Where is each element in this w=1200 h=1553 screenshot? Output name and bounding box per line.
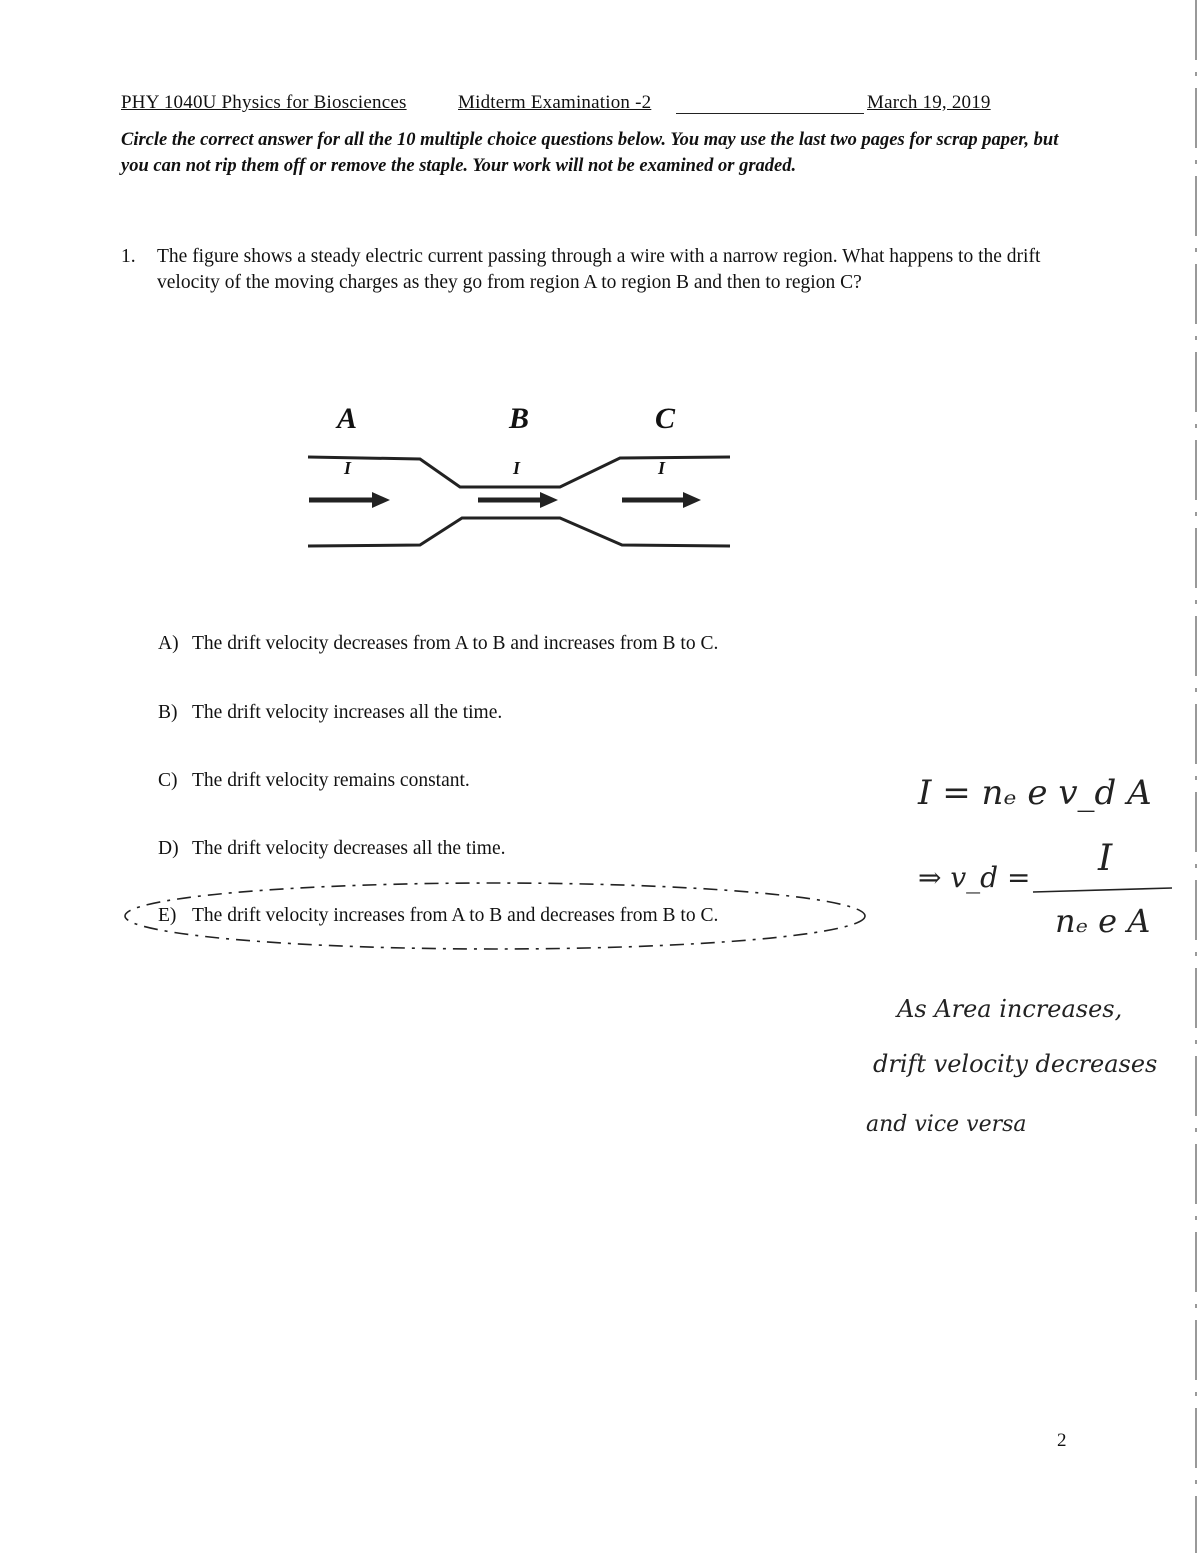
option-letter: B) bbox=[158, 702, 178, 723]
handwritten-remark-line-2: drift velocity decreases bbox=[873, 1050, 1158, 1078]
handwritten-equation-2-denominator: nₑ e A bbox=[1055, 902, 1151, 940]
question-text: The figure shows a steady electric current passing through a wire with a narrow region. What happens to the drift velocity of the moving charges as they go from region A to region B and then to region C? bbox=[157, 246, 1041, 293]
region-label-a: A bbox=[337, 402, 358, 435]
course-title: PHY 1040U Physics for Biosciences bbox=[121, 92, 407, 113]
option-text: The drift velocity increases all the time. bbox=[192, 702, 503, 723]
instructions: Circle the correct answer for all the 10 multiple choice questions below. You may use the last two pages for scrap paper, but you can not rip them off or remove the staple. Your work will not be examined or graded. bbox=[121, 130, 1059, 176]
handwritten-equation-1: I = nₑ e v_d A bbox=[918, 773, 1152, 813]
region-label-c: C bbox=[655, 402, 676, 435]
option-text: The drift velocity decreases from A to B and increases from B to C. bbox=[192, 633, 719, 654]
exam-date: March 19, 2019 bbox=[867, 92, 991, 113]
handwritten-equation-2-lhs: ⇒ v_d = bbox=[918, 861, 1031, 894]
option-text: The drift velocity increases from A to B and decreases from B to C. bbox=[192, 905, 719, 926]
current-label-a: I bbox=[344, 458, 352, 478]
option-text: The drift velocity remains constant. bbox=[192, 770, 470, 791]
region-label-b: B bbox=[509, 402, 530, 435]
handwritten-remark-line-1: As Area increases, bbox=[897, 995, 1123, 1023]
option-letter: C) bbox=[158, 770, 178, 791]
exam-title: Midterm Examination -2 bbox=[458, 92, 652, 113]
option-letter: A) bbox=[158, 633, 179, 654]
option-text: The drift velocity decreases all the time. bbox=[192, 838, 506, 859]
page-number: 2 bbox=[1057, 1430, 1067, 1451]
handwritten-remark-line-3: and vice versa bbox=[866, 1112, 1027, 1137]
question-number: 1. bbox=[121, 246, 136, 267]
current-label-c: I bbox=[658, 458, 666, 478]
option-letter: D) bbox=[158, 838, 179, 859]
current-label-b: I bbox=[513, 458, 521, 478]
handwritten-equation-2-numerator: I bbox=[1098, 838, 1113, 879]
option-letter: E) bbox=[158, 905, 177, 926]
